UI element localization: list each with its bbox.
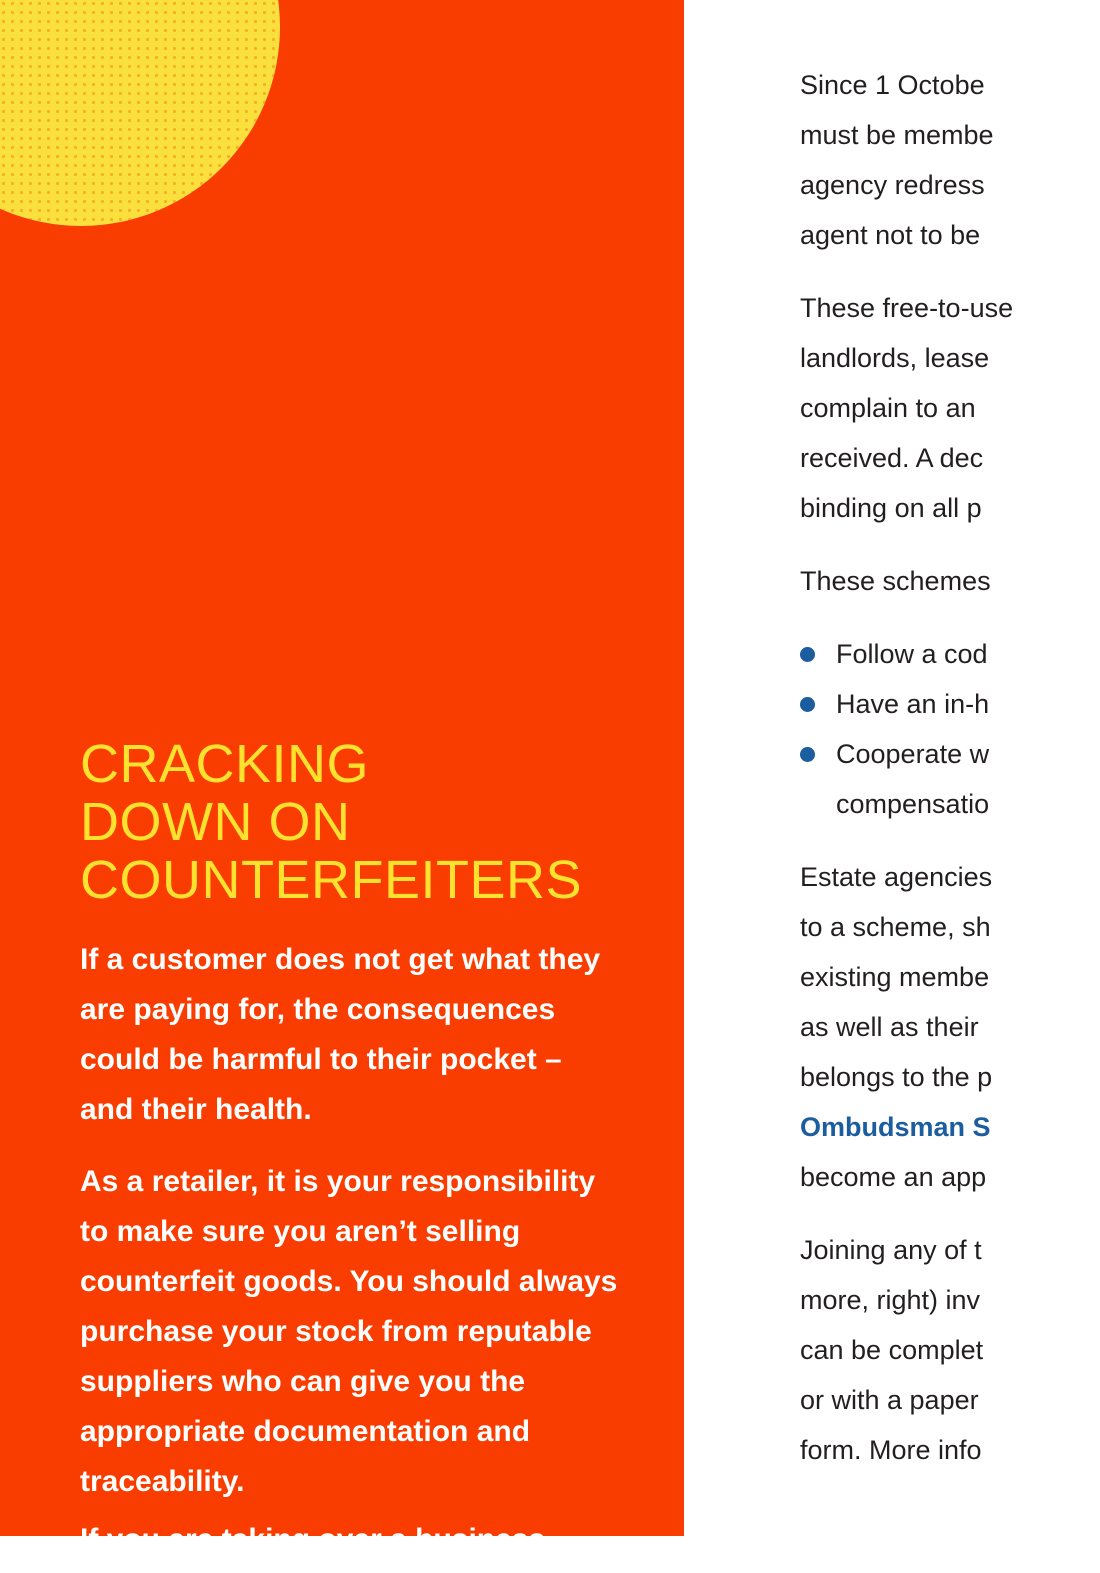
page-title	[80, 735, 625, 909]
right-column-content	[800, 60, 1100, 1498]
right-list-intro: These schemes	[800, 566, 991, 596]
right-paragraph-3	[800, 852, 1100, 1202]
right-bullet-list	[800, 629, 1100, 829]
right-paragraph-3-line-5: belongs to the p	[800, 1062, 993, 1092]
right-text-column-panel	[684, 0, 1024, 1536]
right-paragraph-4-line-3: can be complet	[800, 1335, 984, 1365]
right-paragraph-4	[800, 1225, 1100, 1475]
right-paragraph-2-line-5: binding on all p	[800, 493, 982, 523]
list-item-text: Cooperate w	[836, 739, 990, 769]
halftone-circle-decoration	[0, 0, 280, 226]
ombudsman-services-link[interactable]: Ombudsman S	[800, 1112, 991, 1142]
right-paragraph-1-line-4: agent not to be	[800, 220, 981, 250]
right-paragraph-4-line-2: more, right) inv	[800, 1285, 981, 1315]
page-title-line-2: DOWN ON	[80, 792, 351, 852]
right-paragraph-3-line-7: become an app	[800, 1162, 987, 1192]
bullet-dot-icon	[800, 647, 815, 662]
right-paragraph-1	[800, 60, 1100, 260]
right-paragraph-1-line-3: agency redress	[800, 170, 985, 200]
list-item	[800, 679, 1100, 729]
right-paragraph-2	[800, 283, 1100, 533]
right-paragraph-2-line-1: These free-to-use	[800, 293, 1014, 323]
article-paragraph-2-clipped: If you are taking over a business	[80, 1523, 546, 1556]
article-paragraph-1: As a retailer, it is your responsibility to make sure you aren’t selling counterfeit goods. You should always purchase your stock from reputable suppliers who can give you the appropriate documentation and traceability.	[80, 1165, 618, 1498]
right-paragraph-3-line-4: as well as their	[800, 1012, 979, 1042]
right-paragraph-3-line-1: Estate agencies	[800, 862, 993, 892]
right-paragraph-2-line-2: landlords, lease	[800, 343, 990, 373]
right-paragraph-4-line-5: form. More info	[800, 1435, 982, 1465]
right-paragraph-3-line-2: to a scheme, sh	[800, 912, 991, 942]
list-item-text: Follow a cod	[836, 639, 988, 669]
right-paragraph-3-line-3: existing membe	[800, 962, 990, 992]
page-title-line-1: CRACKING	[80, 734, 370, 794]
right-paragraph-2-line-3: complain to an	[800, 393, 976, 423]
right-paragraph-4-line-1: Joining any of t	[800, 1235, 982, 1265]
left-article-content	[80, 735, 625, 1573]
page-title-line-3: COUNTERFEITERS	[80, 850, 583, 910]
list-item-text-continued: compensatio	[836, 789, 990, 819]
right-paragraph-1-line-1: Since 1 Octobe	[800, 70, 985, 100]
right-paragraph-2-line-4: received. A dec	[800, 443, 984, 473]
right-paragraph-1-line-2: must be membe	[800, 120, 994, 150]
bullet-dot-icon	[800, 747, 815, 762]
list-item	[800, 629, 1100, 679]
list-item	[800, 729, 1100, 829]
right-paragraph-4-line-4: or with a paper	[800, 1385, 979, 1415]
list-item-text: Have an in-h	[836, 689, 990, 719]
article-lead-paragraph: If a customer does not get what they are paying for, the consequences could be harmful to their pocket – and their health.	[80, 943, 601, 1126]
bullet-dot-icon	[800, 697, 815, 712]
